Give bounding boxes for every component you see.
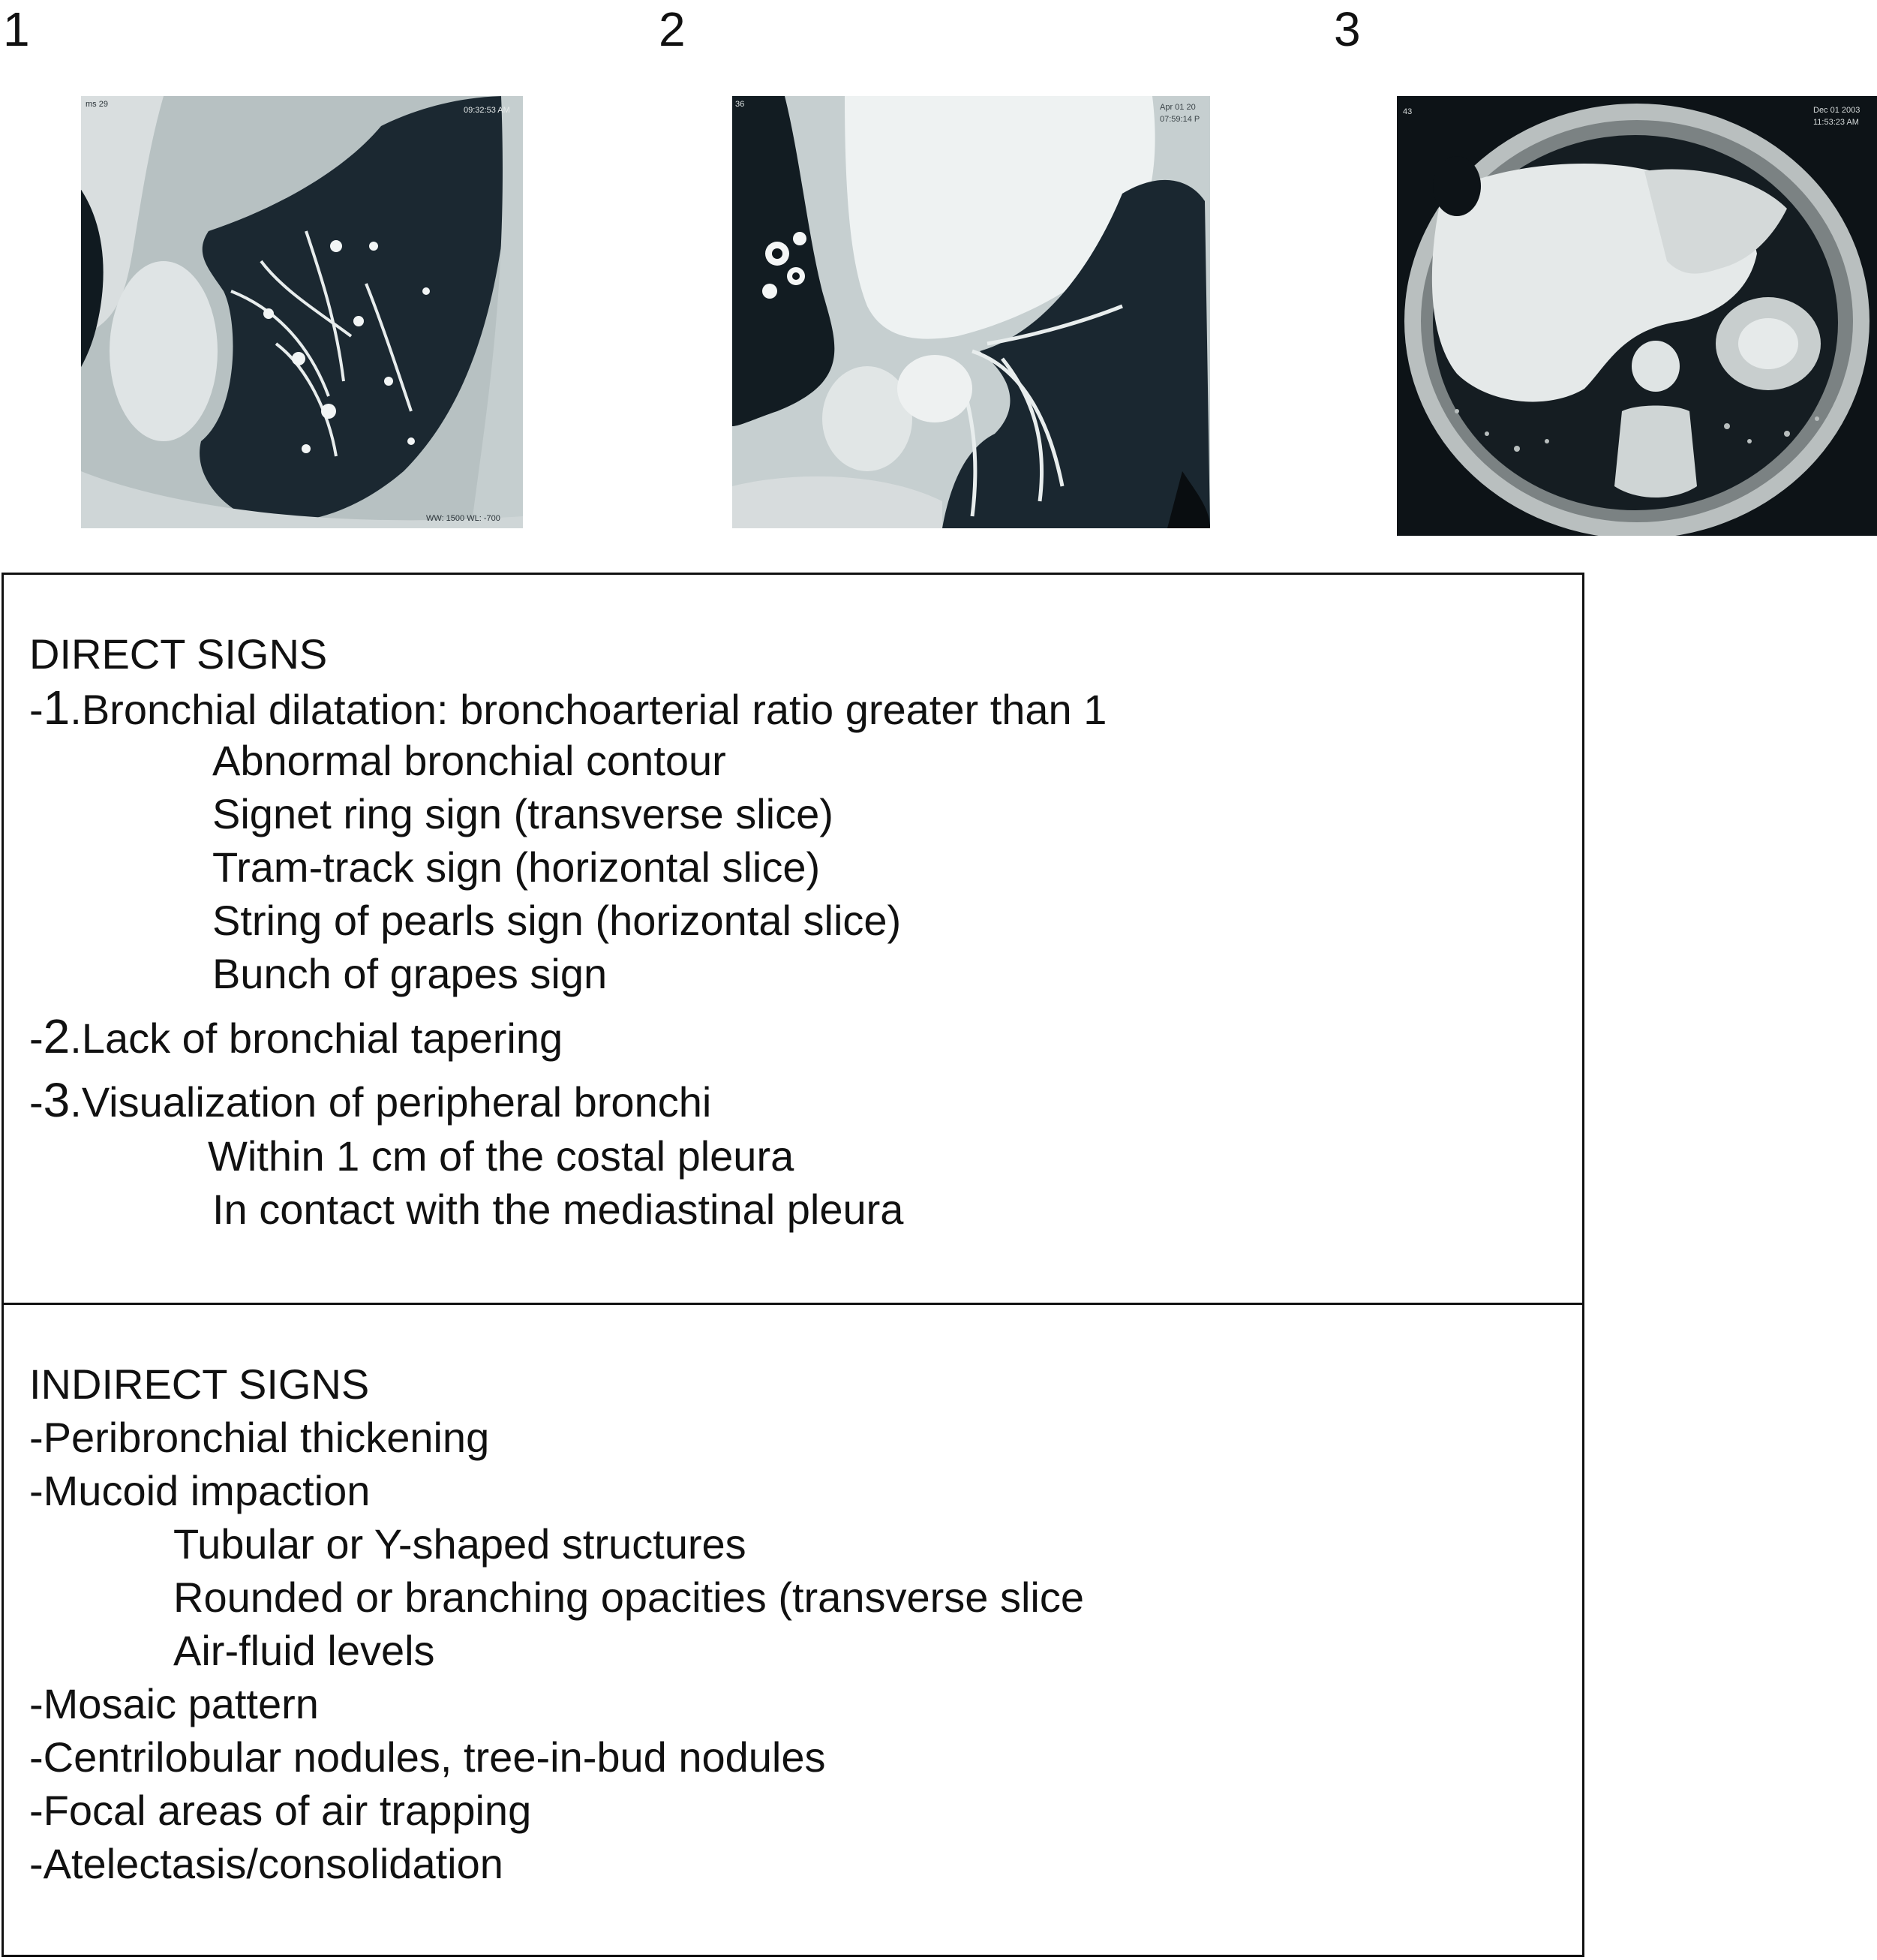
ct-image-1: [81, 96, 523, 528]
section-divider: [4, 1303, 1582, 1305]
indirect-item: -Atelectasis/consolidation: [29, 1840, 503, 1887]
direct-item-3-sub: Within 1 cm of the costal pleura: [208, 1132, 794, 1180]
direct-item-1-number: 1: [43, 681, 71, 735]
direct-item-1-text: Bronchial dilatation: bronchoarterial ratio greater than 1: [81, 686, 1107, 733]
panel-number-2: 2: [659, 2, 686, 56]
ct1-overlay-bottom-right: WW: 1500 WL: -700: [426, 514, 500, 523]
direct-item-1-sub: Signet ring sign (transverse slice): [212, 790, 833, 837]
direct-item-1: -1.Bronchial dilatation: bronchoarterial ratio greater than 1: [29, 681, 1107, 735]
direct-item-2-number: 2: [43, 1009, 71, 1063]
direct-item-1-sub: String of pearls sign (horizontal slice): [212, 897, 902, 944]
direct-item-1-sub: Abnormal bronchial contour: [212, 737, 726, 784]
mucoid-sub: Rounded or branching opacities (transverse slice: [173, 1574, 1084, 1621]
ct3-overlay-top-right-2: 11:53:23 AM: [1813, 118, 1859, 127]
direct-signs-heading: DIRECT SIGNS: [29, 630, 328, 678]
indirect-item: -Peribronchial thickening: [29, 1414, 490, 1461]
panel-number-3: 3: [1334, 2, 1361, 56]
ct2-overlay-top-left: 36: [735, 100, 745, 109]
indirect-item: -Mosaic pattern: [29, 1680, 319, 1727]
direct-item-3-text: Visualization of peripheral bronchi: [81, 1078, 712, 1126]
ct2-overlay-top-right-2: 07:59:14 P: [1160, 115, 1200, 124]
direct-item-3: -3.Visualization of peripheral bronchi: [29, 1073, 712, 1127]
ct-image-3: [1397, 96, 1877, 536]
direct-item-2: -2.Lack of bronchial tapering: [29, 1009, 563, 1063]
ct3-overlay-top-right-1: Dec 01 2003: [1813, 106, 1860, 115]
mucoid-sub: Air-fluid levels: [173, 1627, 435, 1674]
signs-table: [2, 573, 1584, 1957]
ct1-overlay-top-left: ms 29: [86, 100, 108, 109]
ct3-overlay-top-left: 43: [1403, 107, 1413, 116]
ct1-overlay-top-right: 09:32:53 AM: [464, 106, 510, 115]
ct-image-2: [732, 96, 1210, 528]
mucoid-sub: Tubular or Y-shaped structures: [173, 1520, 746, 1568]
direct-item-3-sub: In contact with the mediastinal pleura: [212, 1186, 904, 1233]
ct2-overlay-top-right-1: Apr 01 20: [1160, 103, 1196, 112]
indirect-signs-heading: INDIRECT SIGNS: [29, 1360, 370, 1408]
indirect-item: -Focal areas of air trapping: [29, 1787, 532, 1834]
direct-item-2-text: Lack of bronchial tapering: [81, 1015, 563, 1062]
indirect-item: -Mucoid impaction: [29, 1467, 371, 1514]
direct-item-1-sub: Bunch of grapes sign: [212, 950, 608, 997]
panel-number-1: 1: [3, 2, 30, 56]
direct-item-1-sub: Tram-track sign (horizontal slice): [212, 843, 821, 891]
indirect-item: -Centrilobular nodules, tree-in-bud nodules: [29, 1733, 826, 1781]
direct-item-3-number: 3: [43, 1073, 71, 1127]
